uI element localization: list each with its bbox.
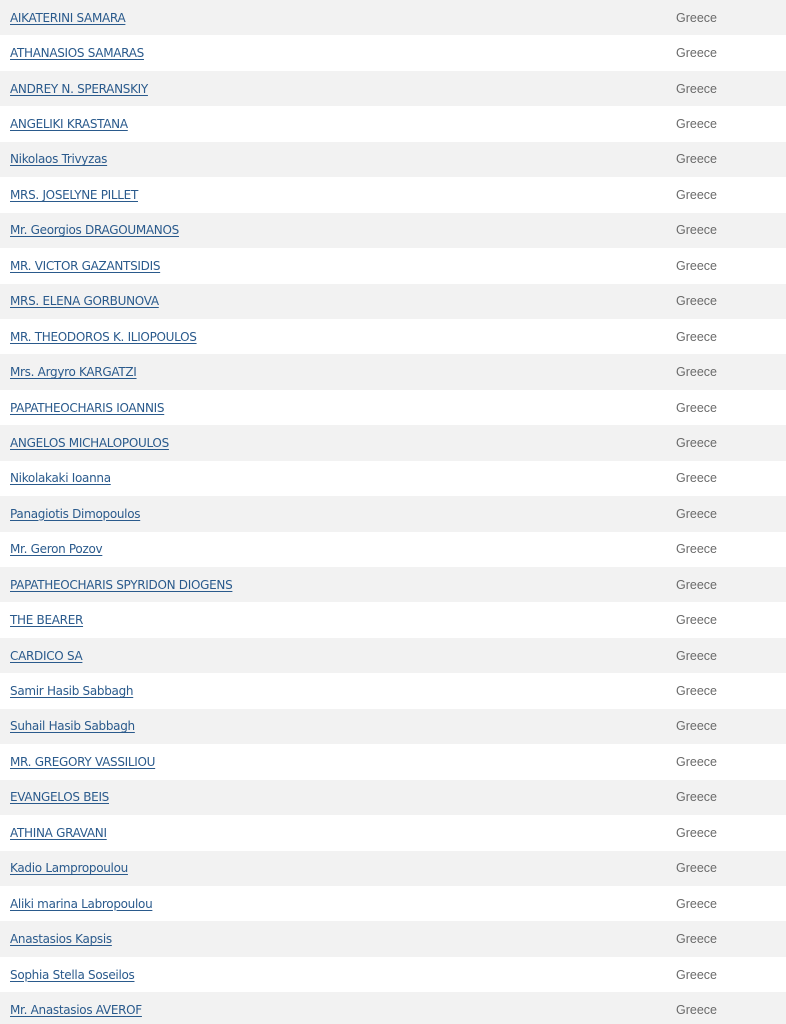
name-cell <box>0 859 676 877</box>
country-cell <box>676 719 786 733</box>
country-cell <box>676 684 786 698</box>
country-cell <box>676 578 786 592</box>
name-cell <box>0 1001 676 1019</box>
name-cell <box>0 576 676 594</box>
country-cell <box>676 188 786 202</box>
country-label: Greece <box>676 861 717 876</box>
country-cell <box>676 471 786 485</box>
name-cell <box>0 469 676 487</box>
table-row <box>0 992 786 1024</box>
table-row <box>0 638 786 673</box>
name-cell <box>0 717 676 735</box>
country-cell <box>676 542 786 556</box>
country-label: Greece <box>676 365 717 380</box>
entity-name-link[interactable]: Sophia Stella Soseilos <box>10 967 135 982</box>
name-cell <box>0 399 676 417</box>
country-cell <box>676 117 786 131</box>
country-cell <box>676 790 786 804</box>
entity-name-link[interactable]: PAPATHEOCHARIS SPYRIDON DIOGENS <box>10 577 233 592</box>
table-row <box>0 709 786 744</box>
entity-name-link[interactable]: MR. GREGORY VASSILIOU <box>10 754 156 769</box>
name-cell <box>0 186 676 204</box>
entity-name-link[interactable]: Panagiotis Dimopoulos <box>10 506 141 521</box>
name-cell <box>0 682 676 700</box>
country-cell <box>676 259 786 273</box>
country-label: Greece <box>676 46 717 61</box>
country-label: Greece <box>676 152 717 167</box>
table-row <box>0 461 786 496</box>
country-label: Greece <box>676 1002 717 1017</box>
entity-name-link[interactable]: ATHANASIOS SAMARAS <box>10 46 144 61</box>
entity-name-link[interactable]: THE BEARER <box>10 613 84 628</box>
name-cell <box>0 292 676 310</box>
country-cell <box>676 1003 786 1017</box>
country-label: Greece <box>676 329 717 344</box>
entity-name-link[interactable]: Mr. Georgios DRAGOUMANOS <box>10 223 179 238</box>
entity-name-link[interactable]: Mrs. Argyro KARGATZI <box>10 365 137 380</box>
entity-name-link[interactable]: AIKATERINI SAMARA <box>10 10 126 25</box>
country-label: Greece <box>676 294 717 309</box>
country-label: Greece <box>676 648 717 663</box>
table-row <box>0 284 786 319</box>
country-cell <box>676 932 786 946</box>
name-cell <box>0 824 676 842</box>
country-label: Greece <box>676 542 717 557</box>
table-row <box>0 851 786 886</box>
country-cell <box>676 897 786 911</box>
name-cell <box>0 115 676 133</box>
country-label: Greece <box>676 754 717 769</box>
country-label: Greece <box>676 790 717 805</box>
country-cell <box>676 330 786 344</box>
entity-name-link[interactable]: CARDICO SA <box>10 648 83 663</box>
country-cell <box>676 507 786 521</box>
table-row <box>0 177 786 212</box>
table-row <box>0 886 786 921</box>
name-cell <box>0 150 676 168</box>
table-row <box>0 425 786 460</box>
name-cell <box>0 434 676 452</box>
name-cell <box>0 611 676 629</box>
entity-name-link[interactable]: Suhail Hasib Sabbagh <box>10 719 135 734</box>
name-cell <box>0 930 676 948</box>
entity-name-link[interactable]: Anastasios Kapsis <box>10 932 112 947</box>
entity-name-link[interactable]: Nikolaos Trivyzas <box>10 152 108 167</box>
country-label: Greece <box>676 223 717 238</box>
table-row <box>0 780 786 815</box>
name-cell <box>0 221 676 239</box>
entity-name-link[interactable]: Kadio Lampropoulou <box>10 861 128 876</box>
country-cell <box>676 826 786 840</box>
name-cell <box>0 788 676 806</box>
country-label: Greece <box>676 719 717 734</box>
entity-name-link[interactable]: ANDREY N. SPERANSKIY <box>10 81 148 96</box>
name-cell <box>0 328 676 346</box>
entity-name-link[interactable]: MRS. ELENA GORBUNOVA <box>10 294 159 309</box>
country-cell <box>676 82 786 96</box>
entity-name-link[interactable]: Mr. Anastasios AVEROF <box>10 1002 142 1017</box>
country-label: Greece <box>676 825 717 840</box>
name-cell <box>0 44 676 62</box>
name-cell <box>0 257 676 275</box>
country-cell <box>676 649 786 663</box>
table-row <box>0 248 786 283</box>
country-label: Greece <box>676 117 717 132</box>
name-cell <box>0 80 676 98</box>
country-label: Greece <box>676 10 717 25</box>
country-label: Greece <box>676 684 717 699</box>
country-label: Greece <box>676 506 717 521</box>
table-row <box>0 567 786 602</box>
country-label: Greece <box>676 577 717 592</box>
country-label: Greece <box>676 435 717 450</box>
country-cell <box>676 755 786 769</box>
entity-name-link[interactable]: ANGELIKI KRASTANA <box>10 117 128 132</box>
entity-name-link[interactable]: EVANGELOS BEIS <box>10 790 109 805</box>
country-cell <box>676 11 786 25</box>
table-row <box>0 106 786 141</box>
table-row <box>0 744 786 779</box>
table-row <box>0 35 786 70</box>
country-cell <box>676 436 786 450</box>
country-cell <box>676 152 786 166</box>
entity-name-link[interactable]: MR. THEODOROS K. ILIOPOULOS <box>10 329 197 344</box>
name-cell <box>0 753 676 771</box>
entity-name-link[interactable]: Samir Hasib Sabbagh <box>10 684 134 699</box>
name-cell <box>0 540 676 558</box>
table-row <box>0 71 786 106</box>
table-row <box>0 142 786 177</box>
entity-name-link[interactable]: ATHINA GRAVANI <box>10 825 107 840</box>
country-cell <box>676 613 786 627</box>
country-label: Greece <box>676 187 717 202</box>
table-row <box>0 390 786 425</box>
country-label: Greece <box>676 613 717 628</box>
country-label: Greece <box>676 967 717 982</box>
name-cell <box>0 966 676 984</box>
table-row <box>0 354 786 389</box>
table-row <box>0 815 786 850</box>
country-cell <box>676 223 786 237</box>
entity-name-link[interactable]: PAPATHEOCHARIS IOANNIS <box>10 400 165 415</box>
table-row <box>0 921 786 956</box>
country-cell <box>676 861 786 875</box>
table-row <box>0 0 786 35</box>
entity-name-link[interactable]: ANGELOS MICHALOPOULOS <box>10 435 169 450</box>
country-label: Greece <box>676 81 717 96</box>
country-label: Greece <box>676 258 717 273</box>
table-row <box>0 602 786 637</box>
table-row <box>0 957 786 992</box>
name-cell <box>0 647 676 665</box>
table-row <box>0 319 786 354</box>
name-cell <box>0 505 676 523</box>
entity-name-link[interactable]: MRS. JOSELYNE PILLET <box>10 187 138 202</box>
country-label: Greece <box>676 932 717 947</box>
table-row <box>0 532 786 567</box>
entity-name-link[interactable]: Aliki marina Labropoulou <box>10 896 153 911</box>
country-label: Greece <box>676 896 717 911</box>
name-cell <box>0 363 676 381</box>
entity-name-link[interactable]: Nikolakaki Ioanna <box>10 471 111 486</box>
country-cell <box>676 294 786 308</box>
entity-name-link[interactable]: Mr. Geron Pozov <box>10 542 103 557</box>
country-cell <box>676 968 786 982</box>
country-cell <box>676 401 786 415</box>
table-row <box>0 213 786 248</box>
country-cell <box>676 46 786 60</box>
country-label: Greece <box>676 400 717 415</box>
country-label: Greece <box>676 471 717 486</box>
name-cell <box>0 895 676 913</box>
table-row <box>0 496 786 531</box>
name-cell <box>0 9 676 27</box>
table-row <box>0 673 786 708</box>
country-cell <box>676 365 786 379</box>
entity-name-link[interactable]: MR. VICTOR GAZANTSIDIS <box>10 258 161 273</box>
